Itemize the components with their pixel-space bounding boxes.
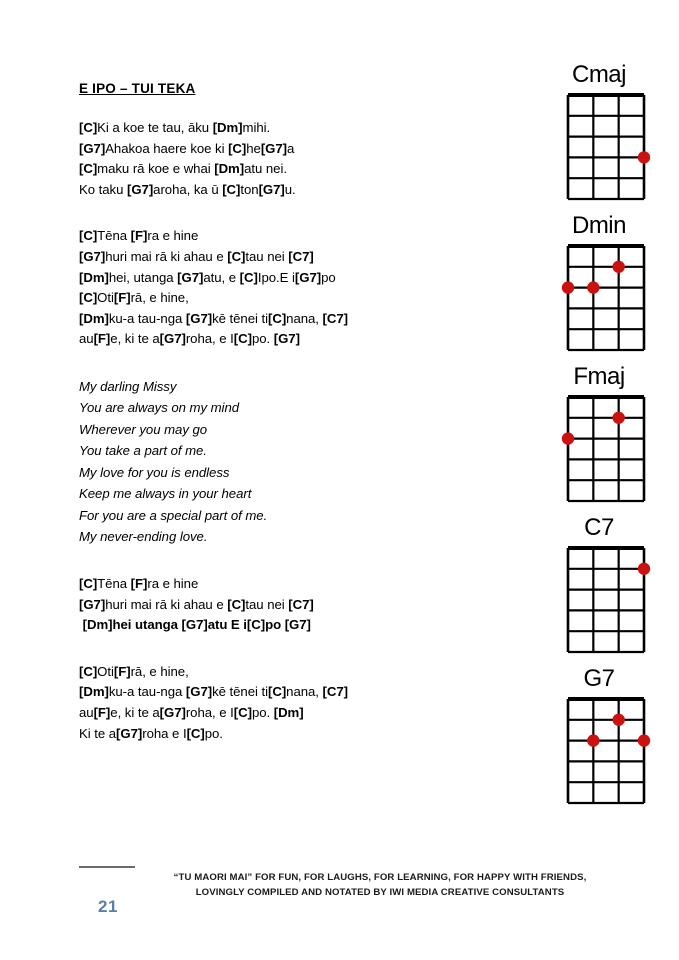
lyric-text: Ahakoa haere koe ki (105, 140, 229, 156)
chord-marker: [G7] (273, 331, 300, 347)
chord-marker: [G7] (294, 269, 322, 285)
chord-marker: [Dm] (79, 310, 109, 326)
chord-marker: [F] (130, 228, 148, 244)
chord-marker: [C] (186, 725, 205, 741)
chord-marker: [C] (79, 161, 98, 177)
lyric-line (79, 462, 499, 484)
lyric-line (79, 329, 499, 350)
chord-marker: [G7] (185, 684, 213, 700)
chord-marker: [G7] (185, 310, 213, 326)
lyric-line (79, 703, 499, 724)
chord-diagram-label: C7 (584, 514, 614, 541)
lyric-text: po. (251, 331, 274, 347)
lyric-text: hei, utanga (108, 269, 178, 285)
chord-marker: [Dm] (273, 704, 304, 720)
chord-marker: [C] (79, 120, 98, 135)
lyric-text: tau nei (245, 596, 289, 612)
lyric-text: nana, (286, 684, 323, 700)
lyric-text: nana, (286, 310, 323, 326)
lyric-text: e, ki te a (110, 704, 160, 720)
lyric-text: Oti (97, 663, 114, 679)
lyric-text: a (287, 140, 295, 156)
chord-marker: [C] (233, 704, 252, 720)
chord-marker: [C] (79, 663, 98, 679)
chord-marker: [G7] (258, 181, 285, 197)
chord-fretboard-grid (561, 91, 637, 195)
chord-diagram-fmaj (549, 364, 649, 497)
lyric-text: ku-a tau-nga (108, 684, 186, 700)
lyric-text: ku-a tau-nga (108, 310, 186, 326)
chord-marker: [C] (239, 269, 258, 285)
chord-diagram-cmaj (549, 62, 649, 195)
chord-marker: [C] (79, 290, 98, 306)
lyric-text: My darling Missy (79, 378, 177, 394)
chord-marker: [Dm] (214, 161, 245, 177)
lyric-line (79, 226, 499, 247)
page-footer (0, 862, 679, 932)
lyric-line (79, 247, 499, 268)
lyric-text: You take a part of me. (79, 443, 207, 459)
chord-marker: [C] (228, 140, 247, 156)
lyric-line (79, 724, 499, 745)
lyric-text: he (246, 140, 261, 156)
chord-marker: [G7] (116, 725, 143, 741)
lyric-line (79, 505, 499, 527)
lyric-line (79, 376, 499, 398)
lyric-line (79, 483, 499, 505)
chord-marker: [F] (93, 331, 111, 347)
chord-diagram-label: G7 (583, 665, 615, 692)
chord-marker: [G7] (79, 596, 106, 612)
lyric-line (79, 180, 499, 201)
chord-marker: [F] (113, 290, 131, 306)
chord-diagram-g7 (549, 666, 649, 799)
lyric-text: mihi. (242, 120, 271, 135)
chord-diagram-column (549, 62, 659, 817)
lyric-text: ra e hine (147, 575, 199, 591)
lyric-text: kē tēnei ti (212, 310, 268, 326)
lyric-text: aroha, ka ū (153, 181, 223, 197)
chord-marker: [G7] (159, 331, 186, 347)
chord-marker: [F] (93, 704, 111, 720)
lyric-text: You are always on my mind (79, 400, 240, 416)
chord-marker: [C] (79, 228, 98, 244)
lyric-line (79, 440, 499, 462)
verse-2 (79, 226, 499, 350)
chord-diagram-label: Fmaj (573, 363, 625, 390)
footer-credit-line-1: “TU MAORI MAI” FOR FUN, FOR LAUGHS, FOR LEARNING, FOR HAPPY WITH FRIENDS, (173, 872, 587, 883)
verses-container (79, 118, 499, 744)
chord-marker: [C7] (322, 684, 348, 700)
chord-marker: [Dm] (79, 684, 109, 700)
chord-marker: [C] (227, 596, 246, 612)
lyric-text: Oti (97, 290, 114, 306)
lyric-line (79, 419, 499, 441)
chord-marker: [C] (222, 181, 241, 197)
lyric-text: maku rā koe e whai (97, 161, 215, 177)
verse-4 (79, 574, 499, 636)
lyric-text: tau nei (245, 248, 289, 264)
lyrics-column (79, 80, 499, 744)
chord-marker: [F] (113, 663, 131, 679)
chord-marker: [C7] (288, 596, 314, 612)
chord-diagram-label: Dmin (571, 212, 626, 239)
chord-marker: [C] (233, 331, 252, 347)
lyric-line (79, 118, 499, 139)
chord-marker: [G7] (260, 140, 288, 156)
chord-fretboard-grid (561, 393, 637, 497)
lyric-text: ra e hine (147, 228, 199, 244)
lyric-line (79, 139, 499, 160)
chord-fretboard-grid (561, 695, 637, 799)
lyric-text: po (321, 269, 336, 285)
lyric-line (79, 682, 499, 703)
lyric-text: atu nei. (244, 161, 287, 177)
lyric-text: po. (204, 725, 223, 741)
chord-marker: [Dm] (212, 120, 243, 135)
chord-diagram-label: Cmaj (571, 61, 626, 88)
lyric-text: My love for you is endless (79, 464, 230, 480)
lyric-text: Ipo.E i (257, 269, 295, 285)
verse-3-translation (79, 376, 499, 548)
chord-marker: [C] (268, 684, 287, 700)
lyric-text: Keep me always in your heart (79, 486, 252, 502)
lyric-text: Ki a koe te tau, āku (97, 120, 213, 135)
chord-marker: [C] (268, 310, 287, 326)
chord-marker: [C] (79, 575, 98, 591)
verse-1 (79, 118, 499, 200)
lyric-text: atu, e (203, 269, 240, 285)
chord-marker: [C] (227, 248, 246, 264)
chord-marker: [G7] (79, 248, 106, 264)
chord-marker: [G7] (79, 140, 106, 156)
lyric-text: For you are a special part of me. (79, 507, 268, 523)
lyric-text: kē tēnei ti (212, 684, 268, 700)
lyric-text: [Dm]hei utanga [G7]atu E i[C]po [G7] (79, 617, 311, 633)
lyric-text: roha e I (142, 725, 187, 741)
lyric-text: Tēna (97, 575, 131, 591)
lyric-text: Ko taku (79, 181, 127, 197)
chord-fretboard-grid (561, 242, 637, 346)
lyric-line (79, 288, 499, 309)
lyric-text: u. (284, 181, 296, 197)
page-title: E IPO – TUI TEKA (79, 81, 196, 96)
lyric-line (79, 159, 499, 180)
lyric-text: huri mai rā ki ahau e (105, 596, 228, 612)
lyric-text: My never-ending love. (79, 529, 208, 545)
lyric-line (79, 574, 499, 595)
lyric-text: Ki te a (79, 725, 117, 741)
lyric-line (79, 662, 499, 683)
page-number: 21 (98, 897, 118, 916)
lyric-line (79, 615, 499, 636)
lyric-line (79, 397, 499, 419)
lyric-text: ton (240, 181, 259, 197)
chord-marker: [G7] (126, 181, 154, 197)
footer-credit-text (140, 870, 620, 900)
chord-diagram-c7 (549, 515, 649, 648)
lyric-line (79, 526, 499, 548)
lyric-text: roha, e I (185, 704, 234, 720)
chord-fretboard-grid (561, 544, 637, 648)
lyric-text: Tēna (97, 228, 131, 244)
verse-5 (79, 662, 499, 744)
lyric-text: au (79, 331, 94, 347)
lyric-text: e, ki te a (110, 331, 160, 347)
chord-marker: [G7] (159, 704, 186, 720)
chord-marker: [F] (130, 575, 148, 591)
lyric-line (79, 309, 499, 330)
footer-credit-line-2: LOVINGLY COMPILED AND NOTATED BY IWI MEDIA CREATIVE CONSULTANTS (195, 887, 565, 898)
lyric-text: Wherever you may go (79, 421, 208, 437)
footer-divider (79, 866, 135, 868)
lyric-text: rā, e hine, (130, 290, 189, 306)
lyric-text: po. (251, 704, 274, 720)
lyric-line (79, 268, 499, 289)
lyric-text: au (79, 704, 94, 720)
chord-marker: [C7] (288, 248, 314, 264)
chord-marker: [G7] (177, 269, 204, 285)
chord-diagram-dmin (549, 213, 649, 346)
lyric-line (79, 595, 499, 616)
lyric-text: rā, e hine, (130, 663, 189, 679)
chord-marker: [C7] (322, 310, 348, 326)
lyric-text: roha, e I (185, 331, 234, 347)
lyric-text: huri mai rā ki ahau e (105, 248, 228, 264)
chord-marker: [Dm] (79, 269, 109, 285)
